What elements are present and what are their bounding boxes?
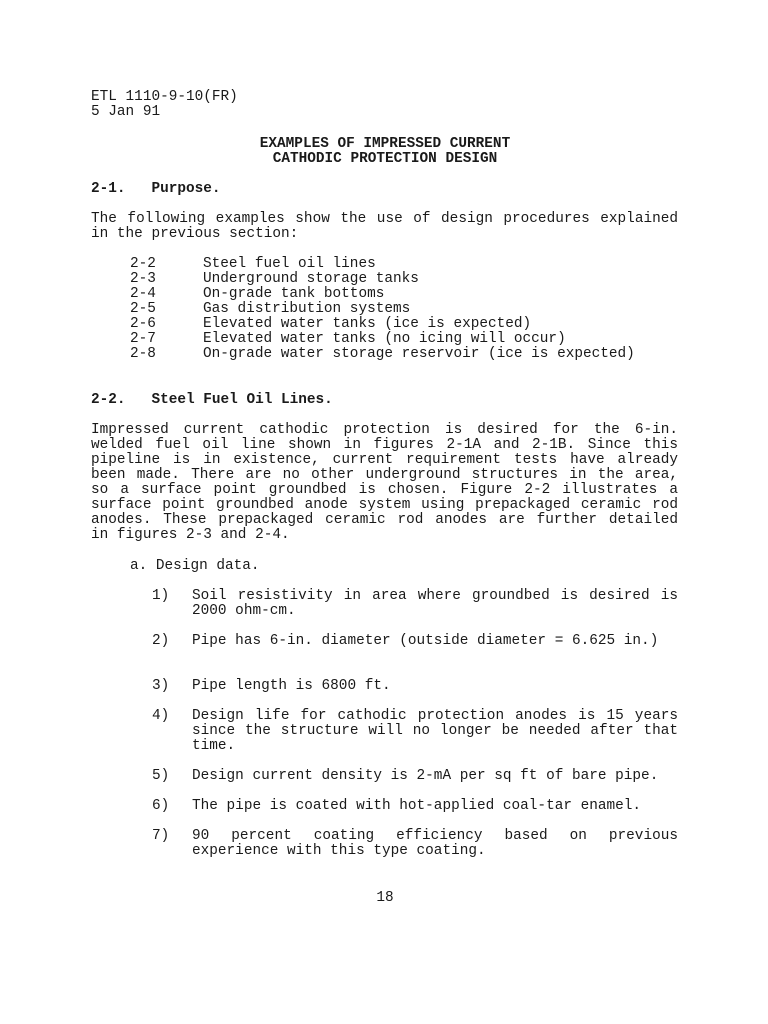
item-number: 2) — [152, 633, 170, 649]
list-item — [130, 257, 635, 272]
list-item-text: On-grade water storage reservoir (ice is expected) — [203, 346, 635, 362]
item-number: 6) — [152, 798, 170, 814]
item-number: 7) — [152, 828, 170, 844]
document-date: 5 Jan 91 — [91, 104, 161, 120]
fuel-oil-paragraph: Impressed current cathodic protection is desired for the 6-in. welded fuel oil line shown in figures 2-1A and 2-1B. Since this pipeline is in existence, current requirement tests have already been made. There are no other underground structures in the area, so a surface point groundbed is chosen. Figure 2-2 illustrates a surface point groundbed anode system using prepackaged ceramic rod anodes. These prepackaged ceramic rod anodes are further detailed in figures 2-3 and 2-4. — [91, 422, 678, 543]
list-item — [130, 302, 635, 317]
design-data-item — [152, 589, 678, 619]
design-data-item — [152, 769, 678, 784]
section-heading-fuel-oil-lines: 2-2. Steel Fuel Oil Lines. — [91, 392, 333, 408]
item-text: Pipe length is 6800 ft. — [192, 678, 391, 694]
purpose-intro-paragraph: The following examples show the use of design procedures explained in the previous section: — [91, 211, 678, 242]
design-data-item — [152, 799, 678, 814]
document-title — [91, 137, 679, 167]
list-item-number: 2-6 — [130, 316, 156, 332]
document-id: ETL 1110-9-10(FR) — [91, 89, 238, 105]
title-line-1: EXAMPLES OF IMPRESSED CURRENT — [259, 136, 511, 152]
document-page — [91, 0, 681, 1024]
list-item — [130, 272, 635, 287]
design-data-subheading: a. Design data. — [130, 558, 260, 574]
section-heading-purpose: 2-1. Purpose. — [91, 181, 221, 197]
item-number: 3) — [152, 678, 170, 694]
item-number: 4) — [152, 708, 170, 724]
item-text: Soil resistivity in area where groundbed is desired is 2000 ohm-cm. — [192, 588, 678, 619]
item-text: Design life for cathodic protection anodes is 15 years since the structure will no longer be needed after that time. — [192, 708, 678, 754]
list-item-text: Gas distribution systems — [203, 301, 411, 317]
design-data-item — [152, 829, 678, 859]
title-line-2: CATHODIC PROTECTION DESIGN — [272, 151, 498, 167]
list-item — [130, 347, 635, 362]
list-item — [130, 332, 635, 347]
item-text: 90 percent coating efficiency based on previous experience with this type coating. — [192, 828, 678, 859]
item-text: Pipe has 6-in. diameter (outside diameter = 6.625 in.) — [192, 633, 659, 649]
list-item-number: 2-4 — [130, 286, 156, 302]
design-data-item — [152, 634, 678, 649]
list-item-number: 2-8 — [130, 346, 156, 362]
item-number: 5) — [152, 768, 170, 784]
list-item-text: Underground storage tanks — [203, 271, 419, 287]
list-item — [130, 287, 635, 302]
item-text: Design current density is 2-mA per sq ft of bare pipe. — [192, 768, 659, 784]
list-item-number: 2-2 — [130, 256, 156, 272]
list-item-text: On-grade tank bottoms — [203, 286, 385, 302]
list-item-number: 2-3 — [130, 271, 156, 287]
list-item-text: Steel fuel oil lines — [203, 256, 376, 272]
document-header — [91, 90, 238, 120]
list-item — [130, 317, 635, 332]
list-item-number: 2-5 — [130, 301, 156, 317]
examples-list — [130, 257, 635, 362]
item-number: 1) — [152, 588, 170, 604]
list-item-text: Elevated water tanks (ice is expected) — [203, 316, 532, 332]
item-text: The pipe is coated with hot-applied coal-tar enamel. — [192, 798, 642, 814]
design-data-item — [152, 709, 678, 754]
list-item-number: 2-7 — [130, 331, 156, 347]
design-data-item — [152, 679, 678, 694]
page-number: 18 — [376, 890, 394, 906]
list-item-text: Elevated water tanks (no icing will occur) — [203, 331, 566, 347]
